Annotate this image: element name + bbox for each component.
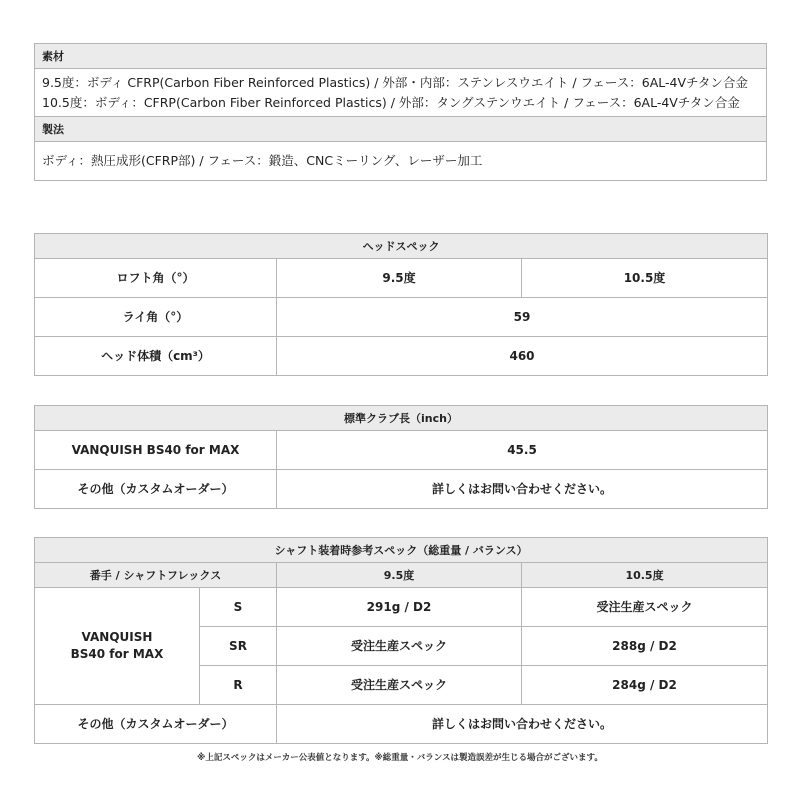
material-line-9-5: 9.5度：ボディ CFRP(Carbon Fiber Reinforced Plastics) / 外部・内部：ステンレスウエイト / フェース：6AL-4Vチタン合金 [42,74,748,90]
flex-s: S [200,588,277,627]
manufacturing-description: ボディ：熱圧成形(CFRP部) / フェース：鍛造、CNCミーリング、レーザー加工 [35,142,767,181]
loft-value-10-5: 10.5度 [522,259,768,298]
flex-r: R [200,666,277,705]
club-length-model-label: VANQUISH BS40 for MAX [35,431,277,470]
club-length-model-value: 45.5 [277,431,768,470]
flex-sr-value-10-5: 288g / D2 [522,627,768,666]
flex-sr-value-9-5: 受注生産スペック [277,627,522,666]
club-length-other-label: その他（カスタムオーダー） [35,470,277,509]
shaft-col-header-9-5: 9.5度 [277,563,522,588]
club-length-other-value: 詳しくはお問い合わせください。 [277,470,768,509]
flex-s-value-10-5: 受注生産スペック [522,588,768,627]
flex-s-value-9-5: 291g / D2 [277,588,522,627]
flex-r-value-10-5: 284g / D2 [522,666,768,705]
material-description [35,69,767,117]
shaft-model-line2: BS40 for MAX [70,647,164,661]
loft-label: ロフト角（°） [35,259,277,298]
material-table [34,43,767,181]
lie-value: 59 [277,298,768,337]
shaft-spec-header: シャフト装着時参考スペック（総重量 / バランス） [35,538,768,563]
shaft-other-label: その他（カスタムオーダー） [35,705,277,744]
lie-label: ライ角（°） [35,298,277,337]
club-length-header: 標準クラブ長（inch） [35,406,768,431]
material-line-10-5: 10.5度：ボディ：CFRP(Carbon Fiber Reinforced Plastics) / 外部：タングステンウエイト / フェース：6AL-4Vチタン合金 [42,94,740,110]
volume-value: 460 [277,337,768,376]
flex-r-value-9-5: 受注生産スペック [277,666,522,705]
club-length-table [34,405,768,509]
shaft-col-header-10-5: 10.5度 [522,563,768,588]
volume-label: ヘッド体積（cm³） [35,337,277,376]
shaft-model-name [35,588,200,705]
shaft-model-line1: VANQUISH [81,630,153,644]
shaft-other-value: 詳しくはお問い合わせください。 [277,705,768,744]
head-spec-table [34,233,768,376]
manufacturing-header: 製法 [35,117,767,142]
flex-sr: SR [200,627,277,666]
loft-value-9-5: 9.5度 [277,259,522,298]
material-header: 素材 [35,44,767,69]
shaft-spec-table [34,537,768,744]
head-spec-header: ヘッドスペック [35,234,768,259]
footnote: ※上記スペックはメーカー公表値となります。※総重量・バランスは製造誤差が生じる場合がございます。 [197,753,603,763]
shaft-col-header-flex: 番手 / シャフトフレックス [35,563,277,588]
